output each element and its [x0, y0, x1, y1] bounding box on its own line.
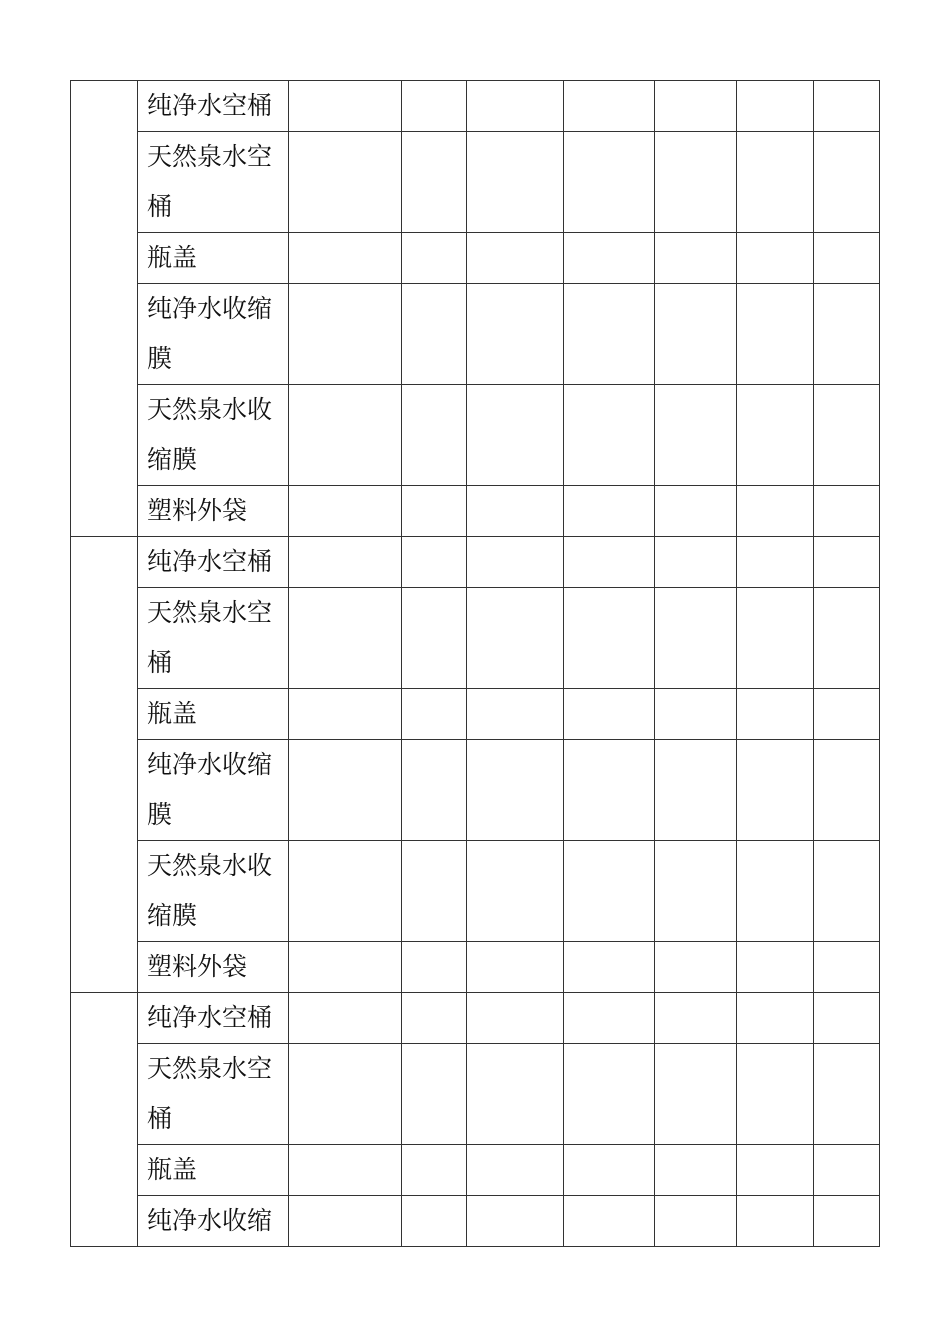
data-cell[interactable] [737, 385, 814, 486]
item-name-cell: 天然泉水空桶 [138, 1044, 289, 1145]
data-cell[interactable] [564, 1145, 655, 1196]
table-row [71, 1145, 880, 1196]
data-cell[interactable] [655, 486, 737, 537]
data-cell[interactable] [467, 740, 564, 841]
data-cell[interactable] [814, 1044, 880, 1145]
data-cell[interactable] [814, 689, 880, 740]
data-cell[interactable] [402, 1044, 467, 1145]
data-cell[interactable] [814, 841, 880, 942]
data-cell[interactable] [289, 385, 402, 486]
data-cell[interactable] [814, 537, 880, 588]
data-cell[interactable] [564, 132, 655, 233]
data-cell[interactable] [402, 233, 467, 284]
table-row [71, 588, 880, 689]
data-cell[interactable] [814, 486, 880, 537]
item-name-cell: 纯净水空桶 [138, 993, 289, 1044]
data-cell[interactable] [402, 993, 467, 1044]
item-name-cell: 纯净水收缩 [138, 1196, 289, 1247]
data-cell[interactable] [467, 284, 564, 385]
data-cell[interactable] [289, 841, 402, 942]
data-cell[interactable] [467, 385, 564, 486]
data-cell[interactable] [289, 1044, 402, 1145]
data-cell[interactable] [402, 1145, 467, 1196]
data-cell[interactable] [564, 1044, 655, 1145]
data-cell[interactable] [655, 841, 737, 942]
table-row [71, 132, 880, 233]
data-cell[interactable] [655, 588, 737, 689]
table-row [71, 740, 880, 841]
data-cell[interactable] [289, 233, 402, 284]
data-cell[interactable] [564, 588, 655, 689]
data-cell[interactable] [655, 689, 737, 740]
item-name-cell: 天然泉水收缩膜 [138, 841, 289, 942]
data-cell[interactable] [655, 1196, 737, 1247]
data-cell[interactable] [467, 233, 564, 284]
data-cell[interactable] [564, 841, 655, 942]
data-cell[interactable] [564, 284, 655, 385]
data-cell[interactable] [655, 1044, 737, 1145]
data-cell[interactable] [814, 993, 880, 1044]
table-row [71, 486, 880, 537]
data-cell[interactable] [289, 537, 402, 588]
data-cell[interactable] [737, 1044, 814, 1145]
data-cell[interactable] [467, 841, 564, 942]
data-cell[interactable] [814, 740, 880, 841]
data-cell[interactable] [655, 942, 737, 993]
data-cell[interactable] [564, 993, 655, 1044]
data-cell[interactable] [289, 486, 402, 537]
data-cell[interactable] [402, 537, 467, 588]
data-cell[interactable] [289, 1196, 402, 1247]
data-cell[interactable] [564, 385, 655, 486]
data-cell[interactable] [737, 689, 814, 740]
data-cell[interactable] [564, 942, 655, 993]
data-cell[interactable] [289, 689, 402, 740]
data-cell[interactable] [289, 1145, 402, 1196]
item-name-cell: 纯净水收缩膜 [138, 284, 289, 385]
group-label-cell [71, 993, 138, 1247]
data-cell[interactable] [814, 1196, 880, 1247]
data-cell[interactable] [467, 1196, 564, 1247]
data-cell[interactable] [402, 132, 467, 233]
data-cell[interactable] [289, 284, 402, 385]
data-cell[interactable] [814, 588, 880, 689]
table-row [71, 537, 880, 588]
item-name-cell: 纯净水收缩膜 [138, 740, 289, 841]
data-cell[interactable] [737, 942, 814, 993]
data-cell[interactable] [467, 486, 564, 537]
item-name-cell: 天然泉水空桶 [138, 588, 289, 689]
data-cell[interactable] [467, 942, 564, 993]
data-cell[interactable] [289, 993, 402, 1044]
table-row [71, 1196, 880, 1247]
data-cell[interactable] [564, 233, 655, 284]
inventory-table [70, 80, 880, 1247]
data-cell[interactable] [402, 689, 467, 740]
item-name-cell: 纯净水空桶 [138, 537, 289, 588]
data-cell[interactable] [289, 588, 402, 689]
data-cell[interactable] [467, 1044, 564, 1145]
data-cell[interactable] [737, 740, 814, 841]
data-cell[interactable] [737, 841, 814, 942]
data-cell[interactable] [814, 233, 880, 284]
data-cell[interactable] [467, 1145, 564, 1196]
data-cell[interactable] [402, 1196, 467, 1247]
data-cell[interactable] [814, 132, 880, 233]
data-cell[interactable] [814, 942, 880, 993]
data-cell[interactable] [737, 537, 814, 588]
data-cell[interactable] [655, 284, 737, 385]
table-row [71, 841, 880, 942]
data-cell[interactable] [737, 1196, 814, 1247]
data-cell[interactable] [737, 993, 814, 1044]
data-cell[interactable] [655, 385, 737, 486]
data-cell[interactable] [737, 284, 814, 385]
table-row [71, 1044, 880, 1145]
data-cell[interactable] [289, 740, 402, 841]
data-cell[interactable] [655, 132, 737, 233]
group-label-cell [71, 81, 138, 537]
data-cell[interactable] [737, 1145, 814, 1196]
item-name-cell: 塑料外袋 [138, 486, 289, 537]
data-cell[interactable] [655, 81, 737, 132]
data-cell[interactable] [467, 588, 564, 689]
item-name-cell: 纯净水空桶 [138, 81, 289, 132]
data-cell[interactable] [737, 81, 814, 132]
data-cell[interactable] [655, 1145, 737, 1196]
data-cell[interactable] [289, 942, 402, 993]
data-cell[interactable] [402, 81, 467, 132]
data-cell[interactable] [402, 740, 467, 841]
table-row [71, 385, 880, 486]
data-cell[interactable] [467, 81, 564, 132]
item-name-cell: 天然泉水收缩膜 [138, 385, 289, 486]
group-label-cell [71, 537, 138, 993]
data-cell[interactable] [467, 537, 564, 588]
data-cell[interactable] [737, 233, 814, 284]
data-cell[interactable] [289, 132, 402, 233]
data-cell[interactable] [564, 486, 655, 537]
item-name-cell: 天然泉水空桶 [138, 132, 289, 233]
table-row [71, 993, 880, 1044]
data-cell[interactable] [814, 81, 880, 132]
data-cell[interactable] [564, 689, 655, 740]
data-cell[interactable] [564, 537, 655, 588]
data-cell[interactable] [737, 588, 814, 689]
data-cell[interactable] [564, 81, 655, 132]
data-cell[interactable] [655, 233, 737, 284]
data-cell[interactable] [289, 81, 402, 132]
data-cell[interactable] [814, 385, 880, 486]
table-row [71, 942, 880, 993]
item-name-cell: 瓶盖 [138, 689, 289, 740]
data-cell[interactable] [402, 486, 467, 537]
data-cell[interactable] [402, 942, 467, 993]
data-cell[interactable] [737, 132, 814, 233]
data-cell[interactable] [467, 993, 564, 1044]
data-cell[interactable] [564, 740, 655, 841]
data-cell[interactable] [402, 841, 467, 942]
data-cell[interactable] [655, 740, 737, 841]
data-cell[interactable] [467, 132, 564, 233]
table-row [71, 689, 880, 740]
data-cell[interactable] [402, 588, 467, 689]
data-cell[interactable] [402, 284, 467, 385]
data-cell[interactable] [814, 284, 880, 385]
item-name-cell: 瓶盖 [138, 233, 289, 284]
data-cell[interactable] [564, 1196, 655, 1247]
table-row [71, 284, 880, 385]
data-cell[interactable] [402, 385, 467, 486]
data-cell[interactable] [814, 1145, 880, 1196]
data-cell[interactable] [467, 689, 564, 740]
table-row [71, 233, 880, 284]
item-name-cell: 塑料外袋 [138, 942, 289, 993]
item-name-cell: 瓶盖 [138, 1145, 289, 1196]
table-row [71, 81, 880, 132]
data-cell[interactable] [655, 993, 737, 1044]
data-cell[interactable] [737, 486, 814, 537]
data-cell[interactable] [655, 537, 737, 588]
